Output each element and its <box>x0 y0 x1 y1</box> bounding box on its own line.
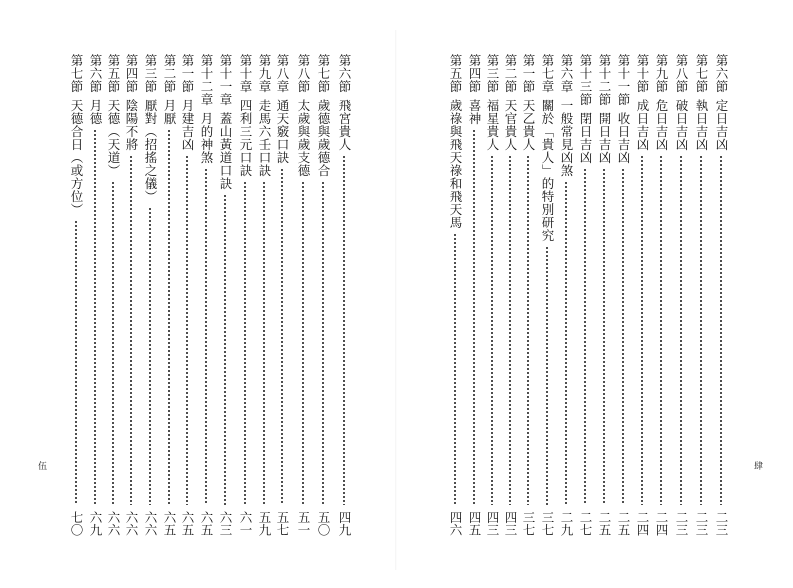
leader-dots <box>491 155 493 505</box>
leader-dots <box>641 155 643 505</box>
toc-entry[interactable] <box>465 54 483 536</box>
page-folio: 伍 <box>38 462 48 472</box>
leader-dots <box>700 155 702 505</box>
leader-dots <box>527 155 529 505</box>
entry-title: 歲祿與飛天祿和飛天馬 <box>448 99 463 229</box>
leader-dots <box>622 168 624 505</box>
page-number: 二三 <box>714 511 729 536</box>
page-number: 二七 <box>578 511 593 536</box>
toc-entry[interactable] <box>519 54 537 536</box>
toc-entry[interactable] <box>197 54 215 536</box>
toc-entry[interactable] <box>557 54 575 536</box>
page-number: 六三 <box>218 511 233 536</box>
page-number: 三七 <box>540 511 555 536</box>
section-label: 第六節 <box>337 54 352 93</box>
page-number: 六六 <box>143 511 158 536</box>
leader-dots <box>584 168 586 505</box>
page-number: 二四 <box>635 511 650 536</box>
toc-entry[interactable] <box>483 54 501 536</box>
page-number: 四六 <box>448 511 463 536</box>
page-number: 五九 <box>257 511 272 536</box>
entry-title: 破日吉凶 <box>674 99 689 151</box>
page-number: 二九 <box>559 511 574 536</box>
leader-dots <box>454 233 456 505</box>
leader-dots <box>565 181 567 505</box>
entry-title: 月建吉凶 <box>180 99 195 151</box>
section-label: 第二節 <box>503 54 518 93</box>
leader-dots <box>660 155 662 505</box>
section-label: 第七節 <box>694 54 709 93</box>
page-number: 五一 <box>296 511 311 536</box>
section-label: 第七章 <box>540 54 555 93</box>
leader-dots <box>263 181 265 505</box>
toc-entry[interactable] <box>576 54 594 536</box>
leader-dots <box>94 129 96 505</box>
entry-title: 開日吉凶 <box>597 112 612 164</box>
section-label: 第七節 <box>316 54 331 93</box>
toc-entry[interactable] <box>255 54 273 536</box>
section-label: 第一節 <box>180 54 195 93</box>
section-label: 第六章 <box>559 54 574 93</box>
section-label: 第六節 <box>714 54 729 93</box>
toc-entry[interactable] <box>122 54 140 536</box>
section-label: 第九節 <box>654 54 669 93</box>
page-number: 七〇 <box>69 511 84 536</box>
leader-dots <box>509 155 511 505</box>
entry-title: 厭對（招搖之儀） <box>143 99 158 203</box>
toc-entry[interactable] <box>86 54 104 536</box>
page-number: 六一 <box>238 511 253 536</box>
entry-title: 四利三元口訣 <box>238 99 253 177</box>
page-number: 六五 <box>199 511 214 536</box>
toc-entry[interactable] <box>652 54 670 536</box>
toc-entry[interactable] <box>294 54 312 536</box>
entry-title: 月德 <box>88 99 103 125</box>
leader-dots <box>281 168 283 505</box>
leader-dots <box>343 155 345 505</box>
entry-title: 天德合日（或方位） <box>69 99 84 216</box>
section-label: 第十一章 <box>218 54 233 106</box>
toc-entry[interactable] <box>501 54 519 536</box>
entry-title: 月的神煞 <box>199 112 214 164</box>
entry-title: 福星貴人 <box>485 99 500 151</box>
section-label: 第十三節 <box>578 54 593 106</box>
leader-dots <box>112 181 114 505</box>
entry-title: 成日吉凶 <box>635 99 650 151</box>
leader-dots <box>168 129 170 505</box>
section-label: 第六節 <box>88 54 103 93</box>
toc-entry[interactable] <box>273 54 291 536</box>
toc-entry[interactable] <box>672 54 690 536</box>
toc-entry[interactable] <box>67 54 85 536</box>
section-label: 第三節 <box>143 54 158 93</box>
section-label: 第十二章 <box>199 54 214 106</box>
entry-title: 天官貴人 <box>503 99 518 151</box>
page-number: 二三 <box>694 511 709 536</box>
entry-title: 蓋山黃道口訣 <box>218 112 233 190</box>
page-folio: 肆 <box>754 462 764 472</box>
leader-dots <box>244 181 246 505</box>
toc-entry[interactable] <box>446 54 464 536</box>
book-gutter <box>395 30 397 570</box>
leader-dots <box>130 155 132 505</box>
entry-title: 天乙貴人 <box>521 99 536 151</box>
entry-title: 收日吉凶 <box>616 112 631 164</box>
toc-entry[interactable] <box>178 54 196 536</box>
leader-dots <box>149 207 151 505</box>
toc-entry[interactable] <box>314 54 332 536</box>
entry-title: 關於「貴人」的特別研究 <box>540 99 555 242</box>
section-label: 第十一節 <box>616 54 631 106</box>
section-label: 第七節 <box>69 54 84 93</box>
leader-dots <box>322 181 324 505</box>
leader-dots <box>546 246 548 505</box>
entry-title: 閉日吉凶 <box>578 112 593 164</box>
section-label: 第八節 <box>674 54 689 93</box>
page-number: 六五 <box>162 511 177 536</box>
toc-entry[interactable] <box>141 54 159 536</box>
toc-entry[interactable] <box>216 54 234 536</box>
page-number: 六六 <box>106 511 121 536</box>
page-number: 六六 <box>124 511 139 536</box>
page-number: 五七 <box>275 511 290 536</box>
page-number: 六九 <box>88 511 103 536</box>
entry-title: 飛宮貴人 <box>337 99 352 151</box>
section-label: 第十章 <box>238 54 253 93</box>
toc-entry[interactable] <box>595 54 613 536</box>
page-number: 二五 <box>597 511 612 536</box>
section-label: 第十節 <box>635 54 650 93</box>
section-label: 第三節 <box>485 54 500 93</box>
toc-entry[interactable] <box>633 54 651 536</box>
toc-entry[interactable] <box>104 54 122 536</box>
leader-dots <box>720 155 722 505</box>
section-label: 第八節 <box>296 54 311 93</box>
entry-title: 一般常見凶煞 <box>559 99 574 177</box>
entry-title: 執日吉凶 <box>694 99 709 151</box>
leader-dots <box>603 168 605 505</box>
page-number: 三七 <box>521 511 536 536</box>
entry-title: 喜神 <box>467 99 482 125</box>
section-label: 第五節 <box>106 54 121 93</box>
toc-entry[interactable] <box>712 54 730 536</box>
page-number: 六五 <box>180 511 195 536</box>
page-number: 二五 <box>616 511 631 536</box>
section-label: 第十二節 <box>597 54 612 106</box>
toc-entry[interactable] <box>614 54 632 536</box>
section-label: 第二節 <box>162 54 177 93</box>
entry-title: 通天竅口訣 <box>275 99 290 164</box>
leader-dots <box>302 181 304 505</box>
page-number: 二三 <box>674 511 689 536</box>
leader-dots <box>680 155 682 505</box>
toc-entry[interactable] <box>335 54 353 536</box>
entry-title: 陰陽不將 <box>124 99 139 151</box>
section-label: 第八章 <box>275 54 290 93</box>
page-number: 四五 <box>467 511 482 536</box>
section-label: 第四節 <box>467 54 482 93</box>
entry-title: 月厭 <box>162 99 177 125</box>
toc-entry[interactable] <box>236 54 254 536</box>
entry-title: 太歲與歲支德 <box>296 99 311 177</box>
entry-title: 定日吉凶 <box>714 99 729 151</box>
page-number: 四三 <box>503 511 518 536</box>
entry-title: 天德（天道） <box>106 99 121 177</box>
section-label: 第一節 <box>521 54 536 93</box>
entry-title: 歲德與歲德合 <box>316 99 331 177</box>
entry-title: 走馬六壬口訣 <box>257 99 272 177</box>
leader-dots <box>205 168 207 505</box>
leader-dots <box>75 220 77 505</box>
leader-dots <box>224 194 226 505</box>
leader-dots <box>186 155 188 505</box>
section-label: 第四節 <box>124 54 139 93</box>
page-number: 二四 <box>654 511 669 536</box>
page-number: 四九 <box>337 511 352 536</box>
section-label: 第九章 <box>257 54 272 93</box>
toc-entry[interactable] <box>692 54 710 536</box>
leader-dots <box>473 129 475 505</box>
page-number: 五〇 <box>316 511 331 536</box>
section-label: 第五節 <box>448 54 463 93</box>
toc-entry[interactable] <box>538 54 556 536</box>
entry-title: 危日吉凶 <box>654 99 669 151</box>
toc-entry[interactable] <box>160 54 178 536</box>
page-number: 四三 <box>485 511 500 536</box>
